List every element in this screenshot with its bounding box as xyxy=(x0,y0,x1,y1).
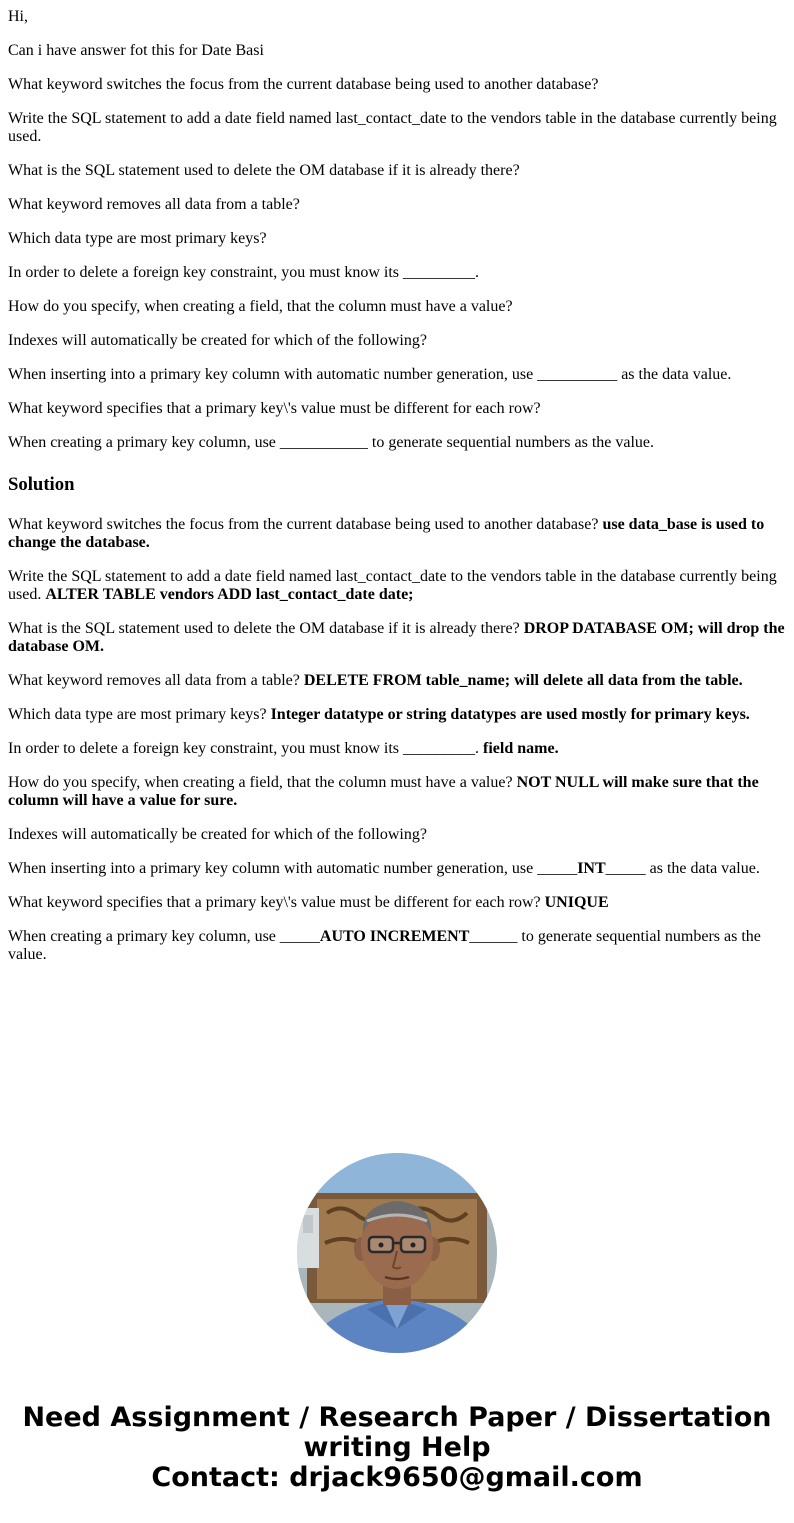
solution-question: When inserting into a primary key column with automatic number generation, use _____ xyxy=(8,860,578,877)
solution-question: What keyword specifies that a primary key\'s value must be different for each row? xyxy=(8,894,545,911)
greeting: Hi, xyxy=(8,8,28,25)
question-2: Write the SQL statement to add a date field named last_contact_date to the vendors table in the database currently being used. xyxy=(8,110,777,145)
solution-item-8 xyxy=(8,826,786,844)
solution-answer: field name. xyxy=(483,740,559,757)
question-1: What keyword switches the focus from the current database being used to another database? xyxy=(8,76,599,93)
promo-contact: Contact: drjack9650@gmail.com xyxy=(151,1462,643,1493)
solution-answer: use data_base is used to change the database. xyxy=(8,516,765,551)
question-11: When creating a primary key column, use ___________ to generate sequential numbers as the value. xyxy=(8,434,655,451)
solution-heading: Solution xyxy=(8,474,75,495)
solution-item-10 xyxy=(8,894,786,912)
solution-answer: NOT NULL will make sure that the column will have a value for sure. xyxy=(8,774,759,809)
solution-question: Write the SQL statement to add a date field named last_contact_date to the vendors table in the database currently being used. xyxy=(8,568,777,603)
solution-item-6 xyxy=(8,740,786,758)
solution-question: What is the SQL statement used to delete the OM database if it is already there? xyxy=(8,620,524,637)
promo-line-2: writing Help xyxy=(303,1432,491,1463)
solution-question: Indexes will automatically be created for which of the following? xyxy=(8,826,427,843)
question-4: What keyword removes all data from a table? xyxy=(8,196,300,213)
solution-item-4 xyxy=(8,672,786,690)
solution-answer: DROP DATABASE OM; will drop the database OM. xyxy=(8,620,785,655)
question-content xyxy=(8,8,786,980)
solution-item-7 xyxy=(8,774,786,810)
solution-question: In order to delete a foreign key constraint, you must know its _________. xyxy=(8,740,484,757)
question-7: How do you specify, when creating a field, that the column must have a value? xyxy=(8,298,513,315)
question-3: What is the SQL statement used to delete the OM database if it is already there? xyxy=(8,162,520,179)
solution-question: Which data type are most primary keys? xyxy=(8,706,271,723)
solution-answer: INT xyxy=(577,860,606,877)
solution-item-11 xyxy=(8,928,786,964)
promo-banner xyxy=(0,1403,794,1493)
solution-question-tail: _____ as the data value. xyxy=(605,860,760,877)
solution-item-2 xyxy=(8,568,786,604)
solution-answer: ALTER TABLE vendors ADD last_contact_date date; xyxy=(45,586,414,603)
question-8: Indexes will automatically be created for which of the following? xyxy=(8,332,427,349)
solution-question-tail: ______ to generate sequential numbers as the value. xyxy=(8,928,761,963)
author-portrait-image xyxy=(297,1153,497,1353)
solution-answer: DELETE FROM table_name; will delete all data from the table. xyxy=(303,672,743,689)
solution-item-3 xyxy=(8,620,786,656)
author-avatar xyxy=(297,1153,497,1353)
question-10: What keyword specifies that a primary key\'s value must be different for each row? xyxy=(8,400,541,417)
question-6: In order to delete a foreign key constraint, you must know its _________. xyxy=(8,264,480,281)
solution-item-1 xyxy=(8,516,786,552)
solution-item-9 xyxy=(8,860,786,878)
solution-question: When creating a primary key column, use _____ xyxy=(8,928,320,945)
solution-question: What keyword removes all data from a table? xyxy=(8,672,304,689)
question-9: When inserting into a primary key column with automatic number generation, use __________ as the data value. xyxy=(8,366,732,383)
solution-item-5 xyxy=(8,706,786,724)
solution-answer: UNIQUE xyxy=(544,894,609,911)
solution-answer: AUTO INCREMENT xyxy=(319,928,470,945)
solution-answer: Integer datatype or string datatypes are used mostly for primary keys. xyxy=(270,706,750,723)
question-5: Which data type are most primary keys? xyxy=(8,230,267,247)
solution-question: What keyword switches the focus from the current database being used to another database? xyxy=(8,516,603,533)
solution-question: How do you specify, when creating a field, that the column must have a value? xyxy=(8,774,517,791)
intro-text: Can i have answer fot this for Date Basi xyxy=(8,42,264,59)
promo-line-1: Need Assignment / Research Paper / Dissertation xyxy=(22,1402,772,1433)
